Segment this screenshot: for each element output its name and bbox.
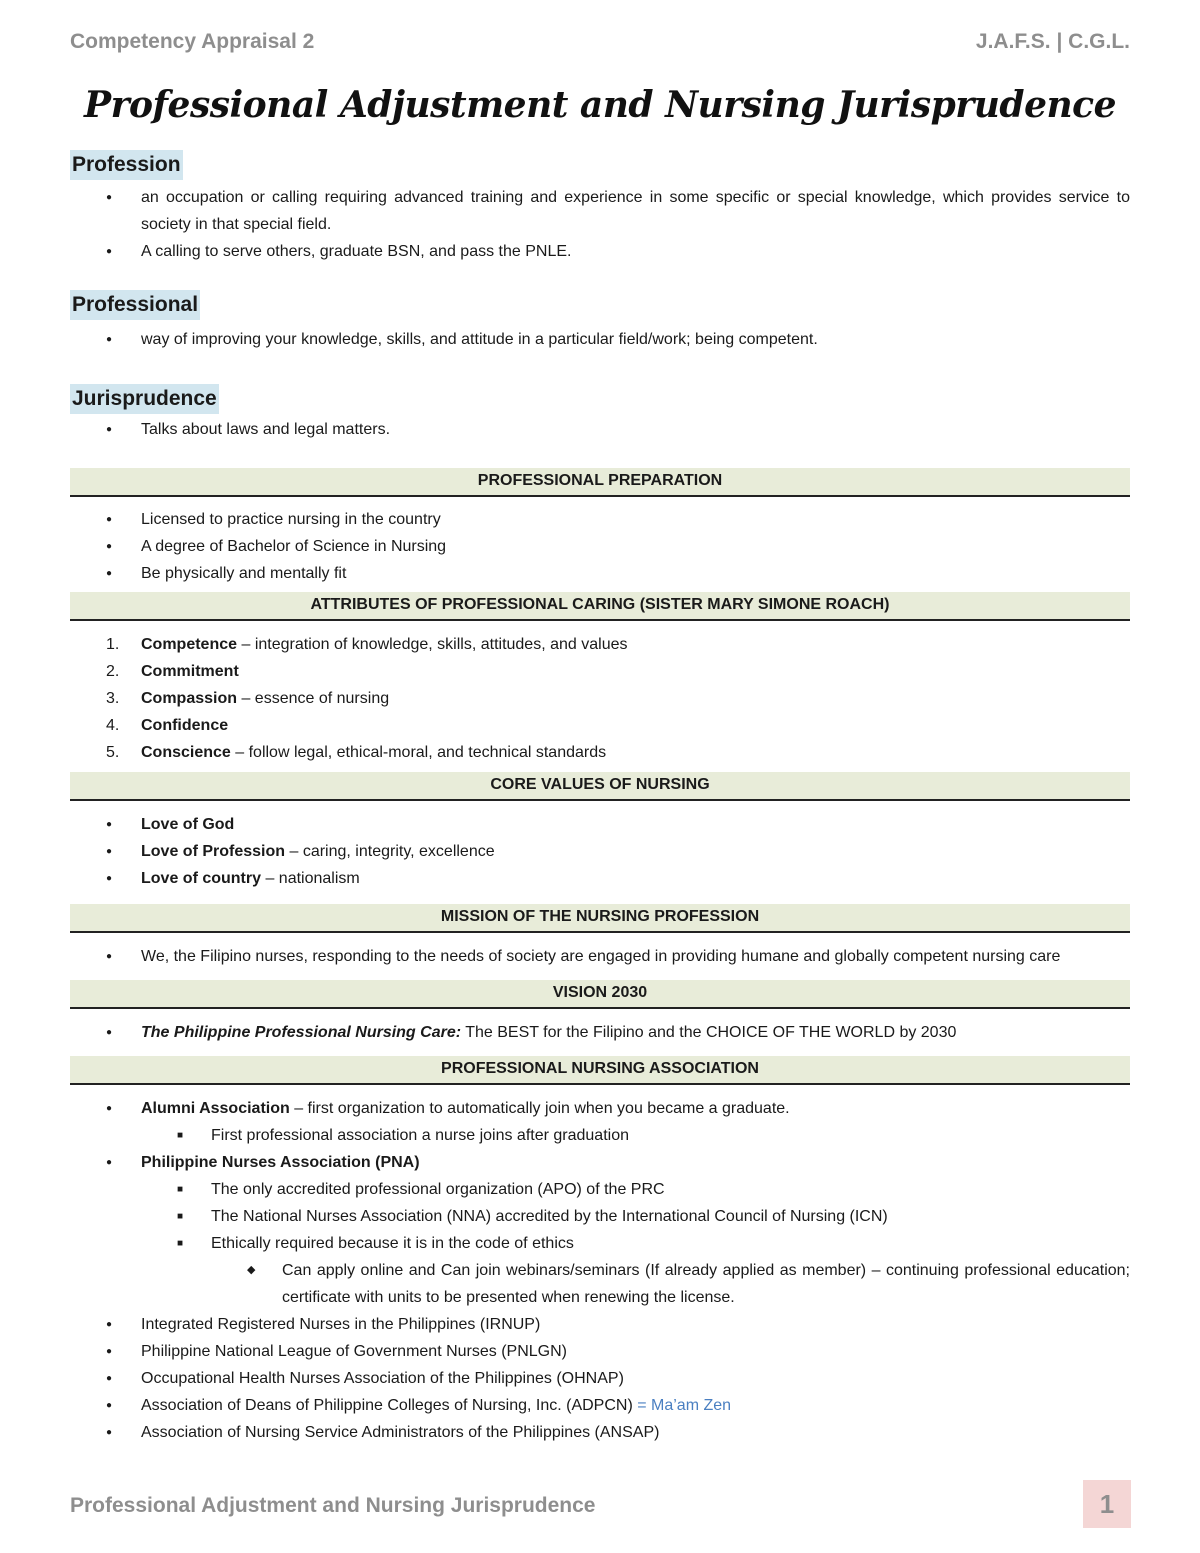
section-bar-preparation: PROFESSIONAL PREPARATION [70, 468, 1130, 497]
item-term: Alumni Association [141, 1100, 290, 1117]
item-term: Confidence [141, 717, 229, 734]
list-item: ● We, the Filipino nurses, responding to the needs of society are engaged in providing humane and globally competent nursing care [70, 943, 1130, 970]
item-number: 2. [106, 663, 120, 680]
list-item [70, 838, 1130, 865]
item-number: 3. [106, 690, 120, 707]
document-title: Professional Adjustment and Nursing Jurisprudence [84, 84, 1116, 126]
sub-list-item: ■ First professional association a nurse joins after graduation [70, 1122, 1130, 1149]
section-bar-association: PROFESSIONAL NURSING ASSOCIATION [70, 1056, 1130, 1085]
numbered-item [70, 631, 1130, 658]
numbered-item [70, 739, 1130, 766]
item-text: Association of Deans of Philippine Colleges of Nursing, Inc. (ADPCN) [141, 1397, 633, 1414]
running-footer-title: Professional Adjustment and Nursing Jurisprudence [70, 1494, 596, 1517]
list-item: ● Integrated Registered Nurses in the Philippines (IRNUP) [70, 1311, 1130, 1338]
list-item [70, 1095, 1130, 1122]
section-professional [70, 290, 1130, 353]
sub-list-item: ■ The only accredited professional organization (APO) of the PRC [70, 1176, 1130, 1203]
list-item: ● Talks about laws and legal matters. [70, 416, 1130, 443]
list-item [70, 865, 1130, 892]
item-number: 5. [106, 744, 120, 761]
section-bar-vision: VISION 2030 [70, 980, 1130, 1009]
item-number: 1. [106, 636, 120, 653]
document-body [70, 150, 1130, 1446]
list-item: ● Association of Nursing Service Administrators of the Philippines (ANSAP) [70, 1419, 1130, 1446]
section-heading-jurisprudence: Jurisprudence [70, 384, 219, 414]
list-item: ● Be physically and mentally fit [70, 560, 1130, 587]
section-bar-core-values: CORE VALUES OF NURSING [70, 772, 1130, 801]
item-term: Commitment [141, 663, 239, 680]
list-item [70, 1149, 1130, 1176]
list-item [70, 811, 1130, 838]
list-item [70, 1019, 1130, 1046]
item-number: 4. [106, 717, 120, 734]
item-desc: The BEST for the Filipino and the CHOICE OF THE WORLD by 2030 [461, 1024, 957, 1041]
sub-sub-list-item: ◆ Can apply online and Can join webinars/seminars (If already applied as member) – continuing professional education; certificate with units to be presented when renewing the license. [70, 1257, 1130, 1311]
item-term: Compassion [141, 690, 238, 707]
item-desc: – caring, integrity, excellence [285, 843, 495, 860]
section-heading-professional: Professional [70, 290, 200, 320]
list-item: ● an occupation or calling requiring advanced training and experience in some specific or special knowledge, which provides service to society in that special field. [70, 184, 1130, 238]
section-bar-mission: MISSION OF THE NURSING PROFESSION [70, 904, 1130, 933]
item-term: Love of country [141, 870, 262, 887]
list-item: ● A calling to serve others, graduate BSN, and pass the PNLE. [70, 238, 1130, 265]
item-term: Conscience [141, 744, 231, 761]
sub-list-item: ■ The National Nurses Association (NNA) accredited by the International Council of Nursing (ICN) [70, 1203, 1130, 1230]
list-item: ● Occupational Health Nurses Association of the Philippines (OHNAP) [70, 1365, 1130, 1392]
section-jurisprudence [70, 384, 1130, 443]
item-term: Love of God [141, 816, 235, 833]
running-header-right: J.A.F.S. | C.G.L. [975, 30, 1130, 53]
item-term: Competence [141, 636, 238, 653]
item-term: Philippine Nurses Association (PNA) [141, 1154, 420, 1171]
item-desc: – nationalism [261, 870, 360, 887]
numbered-item [70, 685, 1130, 712]
item-desc: – first organization to automatically join when you became a graduate. [289, 1100, 790, 1117]
list-item: ● Licensed to practice nursing in the country [70, 506, 1130, 533]
list-item: ● way of improving your knowledge, skills, and attitude in a particular field/work; being competent. [70, 326, 1130, 353]
section-bar-attributes: ATTRIBUTES OF PROFESSIONAL CARING (SISTER MARY SIMONE ROACH) [70, 592, 1130, 621]
sub-list-item: ■ Ethically required because it is in the code of ethics [70, 1230, 1130, 1257]
section-profession [70, 150, 1130, 265]
section-heading-profession: Profession [70, 150, 183, 180]
numbered-item [70, 712, 1130, 739]
item-desc: – follow legal, ethical-moral, and technical standards [230, 744, 607, 761]
item-term: The Philippine Professional Nursing Care: [141, 1024, 462, 1041]
item-note: = Ma’am Zen [632, 1397, 732, 1414]
list-item: ● Philippine National League of Government Nurses (PNLGN) [70, 1338, 1130, 1365]
item-desc: – integration of knowledge, skills, attitudes, and values [237, 636, 628, 653]
list-item: ● A degree of Bachelor of Science in Nursing [70, 533, 1130, 560]
running-header-left: Competency Appraisal 2 [70, 30, 315, 53]
item-desc: – essence of nursing [237, 690, 390, 707]
item-term: Love of Profession [141, 843, 286, 860]
numbered-item [70, 658, 1130, 685]
page-number: 1 [1083, 1480, 1131, 1528]
list-item [70, 1392, 1130, 1419]
